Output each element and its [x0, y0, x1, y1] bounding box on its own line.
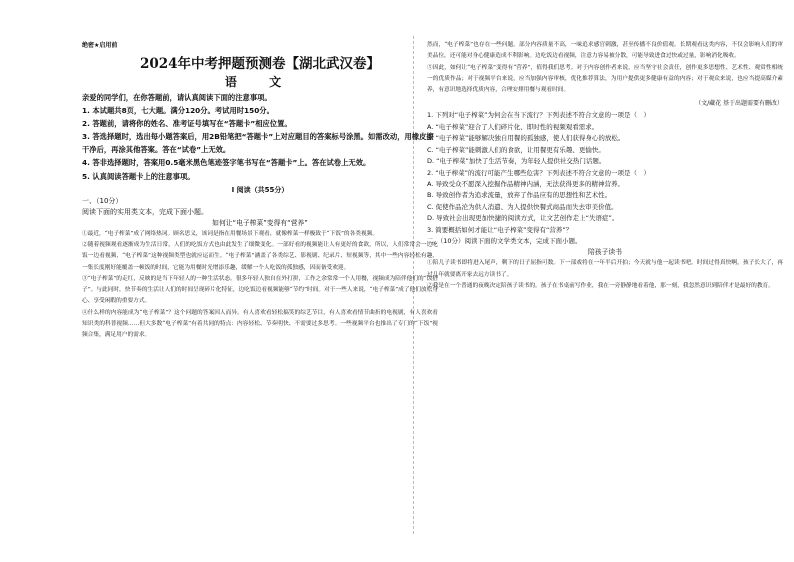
- literary-title: 陪孩子读书: [588, 248, 622, 257]
- question-2-option: A. 导致受众不愿深入挖掘作品精神内涵，无法获得更多的精神营养。: [427, 179, 624, 188]
- article-title: 如何让“电子榨菜”变得有“营养”: [212, 218, 308, 227]
- exam-title: 2024年中考押题预测卷【湖北武汉卷】: [139, 56, 381, 72]
- article-paragraph: ⑤因此，如何让“电子榨菜”变得有“营养”，值得我们思考。对于内容创作者来说，应当坚守社会责任，创作更多思想性、艺术性、观赏性相统一的优质作品；对于视频平台来说，应当加强内容审核，优化推荐算法，为用户提供更多健康有益的内容；对于观众来说，也应当提高媒介素养，有意识地选择优质内容，合理安排用餐与观看时间。: [427, 64, 783, 94]
- notice-line-4: 4. 答非选择题时，答案用0.5毫米黑色笔迹签字笔书写在“答题卡”上。答在试卷上无效。: [82, 158, 371, 168]
- exam-subject: 语 文: [224, 75, 296, 89]
- question-1-option: B. “电子榨菜”能够解决独自用餐的孤独感，使人们获得身心的放松。: [427, 134, 625, 143]
- question-2-option: D. 导致社会出现更加快捷的阅读方式，让文艺创作走上“失语症”。: [427, 214, 619, 223]
- article-paragraph: ②随着视频观看逐渐成为生活日常，人们的吃饭方式也由此发生了细微变化。一部好看的视频能让人有更好的食欲，所以，人们常常会一边吃饭一边看视频，“电子榨菜”这种视频类型也就应运而生。“电子榨菜”涵盖了各类综艺、影视剧、纪录片、短视频等，其中一些内容轻松有趣，一集长度刚好能覆盖一顿饭的时间，它能为用餐时光增添乐趣，缓解一个人吃饭的孤独感，因而备受欢迎。: [82, 241, 438, 271]
- notice-line-1: 1. 本试题共8页，七大题。满分120分。考试用时150分。: [82, 106, 274, 116]
- question-3: 3. 简要概括如何才能让“电子榨菜”变得有“营养”？: [427, 225, 573, 234]
- notice-line-2: 2. 答题前，请将你的姓名、准考证号填写在“答题卡”相应位置。: [82, 119, 292, 129]
- question-1-option: A. “电子榨菜”迎合了人们碎片化、即时性的视频观看需求。: [427, 122, 599, 131]
- question-2-option: C. 促使作品沦为供人消遣、为人提供快餐式商品而失去审美价值。: [427, 202, 618, 211]
- question-1: 1. 下列对“电子榨菜”为何会在当下流行？下列表述不符合文意的一项是（ ）: [427, 111, 651, 120]
- article-paragraph: 然而，“电子榨菜”也存在一些问题。部分内容质量不高，一味追求感官刺激，甚至传播不良价值观。长期观看这类内容，不仅会影响人们的审美品位，还可能对身心健康造成不利影响。边吃饭边看视频，注意力容易被分散，可能导致进食过快或过量，影响消化吸收。: [427, 42, 783, 60]
- part-two-label: 二、（10分）阅读下面的文学类文本，完成下面小题。: [427, 236, 582, 245]
- left-column: [82, 40, 438, 342]
- right-column: [427, 40, 783, 292]
- article-paragraph: ④什么样的内容能成为“电子榨菜”？这个问题的答案因人而异。有人喜欢看轻松搞笑的综艺节目，有人喜欢看情节曲折的电视剧，有人喜欢看知识类的科普视频……但大多数“电子榨菜”有着共同的特点：内容轻松、节奏明快、不需要过多思考。一些视频平台也推出了专门的“下饭”视频合集，满足用户的需求。: [82, 309, 438, 339]
- question-2-option: B. 导致创作者为追求流量，放弃了作品应有的思想性和艺术性。: [427, 191, 612, 200]
- secret-mark: 绝密★启用前: [82, 42, 118, 49]
- reading-instruction: 阅读下面的实用类文本，完成下面小题。: [82, 207, 208, 216]
- notice-line-0: 亲爱的同学们，在你答题前，请认真阅读下面的注意事项。: [82, 93, 272, 102]
- question-2: 2. “电子榨菜”的流行可能产生哪些危害？下列表述不符合文意的一项是（ ）: [427, 168, 651, 177]
- literary-paragraph: ①陪儿子读书即将进入尾声，剩下的日子屈指可数。下一部戏将在一年半后开拍；今天就与他一起读书吧。时间过得真快啊，孩子长大了，再过几年就要离开家去远方读书了。: [427, 260, 783, 278]
- notice-line-5: 5. 认真阅读答题卡上的注意事项。: [82, 171, 195, 181]
- notice-line-3: 3. 答选择题时，选出每小题答案后，用2B铅笔把“答题卡”上对应题目的答案标号涂黑。如需改动，用橡皮擦干净后，再涂其他答案。答在“试卷”上无效。: [82, 132, 434, 155]
- article-paragraph: ③“电子榨菜”的走红，反映的是当下年轻人的一种生活状态。很多年轻人独自在外打拼，工作之余常常一个人用餐，视频成为陪伴他们的“饭搭子”。与此同时，快节奏的生活让人们的时间呈现碎片化特征，边吃饭边看视频能够“节约”时间。对于一些人来说，“电子榨菜”成了他们放松身心、享受闲暇的重要方式。: [82, 275, 438, 305]
- section-heading: Ⅰ 阅读（共55分）: [231, 185, 289, 194]
- question-1-option: C. “电子榨菜”能刺激人们的食欲，让用餐更有乐趣、更愉快。: [427, 145, 605, 154]
- question-1-option: D. “电子榨菜”加快了生活节奏，为年轻人提供社交热门话题。: [427, 157, 606, 166]
- part-one-label: 一、（10分）: [82, 196, 123, 205]
- literary-paragraph: ②我是在一个普通的夜晚决定陪孩子读书的。孩子在书桌前写作业，我在一旁静静地看着他，那一刻，我忽然意识到陪伴才是最好的教育。: [427, 282, 774, 289]
- article-source: （文/藏花 基于出题需要有删改）: [695, 100, 783, 108]
- article-paragraph: ①最近，“电子榨菜”成了网络热词。顾名思义，该词是指在用餐场景下观看，就像榨菜一样极致于“下饭”的各类视频。: [82, 230, 379, 237]
